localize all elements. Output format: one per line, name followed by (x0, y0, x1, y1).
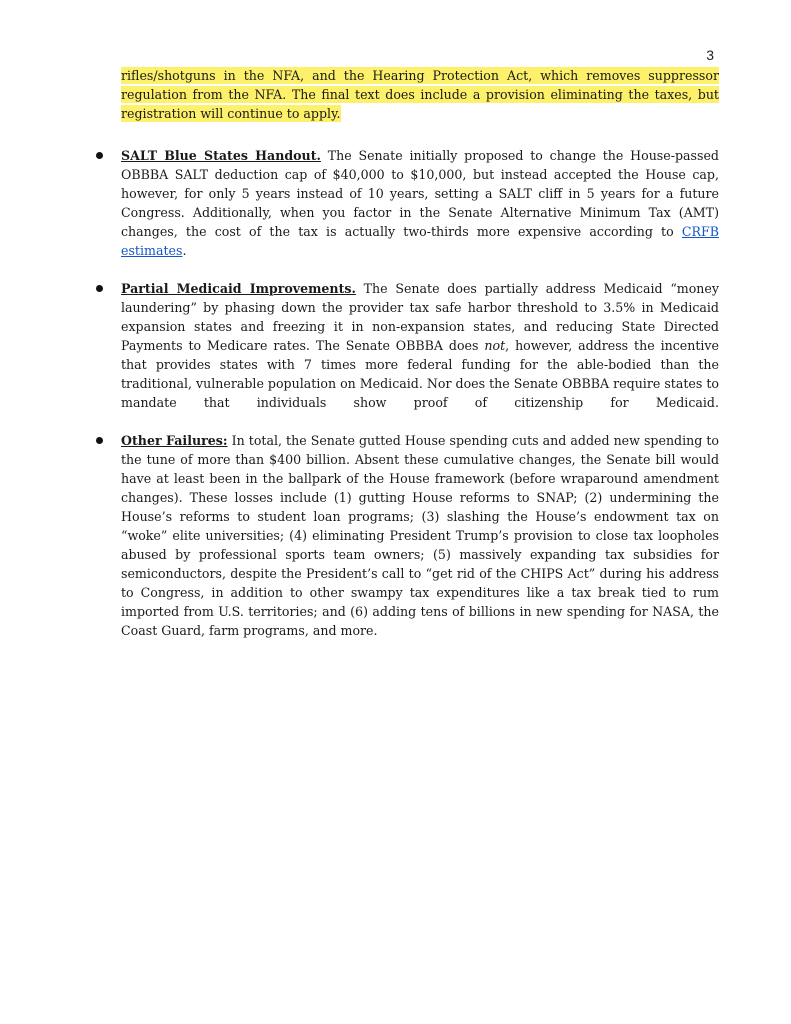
bullet-body: In total, the Senate gutted House spending cuts and added new spending to the tune of more than $400 billion. Absent these cumulative changes, the Senate bill would have at least been in the ballpark of the House framework (before wraparound amendment changes). These losses include (1) gutting House reforms to SNAP; (2) undermining the House’s reforms to student loan programs; (3) slashing the House’s endowment tax on “woke” elite universities; (4) eliminating President Trump’s provision to close tax loopholes abused by professional sports team owners; (5) massively expanding tax subsidies for semiconductors, despite the President’s call to “get rid of the CHIPS Act” during his address to Congress, in addition to other swampy tax expenditures like a tax break tied to rum imported from U.S. territories; and (6) adding tens of billions in new spending for NASA, the Coast Guard, farm programs, and more. (121, 433, 720, 638)
intro-paragraph (121, 66, 719, 123)
bullet-body-continued: , however, address the incentive that provides states with 7 times more federal funding for the able-bodied than the traditional, vulnerable population on Medicaid. Nor does the Senate OBBBA require states to mandate that individuals show proof of citizenship for Medicaid. (121, 338, 719, 410)
bullet-heading: SALT Blue States Handout. (121, 148, 321, 163)
bullet-body: The Senate does partially address Medicaid “money laundering” by phasing down the provider tax safe harbor threshold to 3.5% in Medicaid expansion states and freezing it in non-expansion states, and reducing State Directed Payments to Medicare rates. The Senate OBBBA does (121, 281, 719, 353)
bullet-icon (96, 437, 103, 444)
page-number: 3 (706, 47, 714, 63)
bullet-tail: . (182, 243, 187, 258)
highlighted-text: rifles/shotguns in the NFA, and the Hearing Protection Act, which removes suppressor regulation from the NFA. The final text does include a provision eliminating the taxes, but registration will continue to apply. (121, 68, 719, 121)
bullet-icon (96, 152, 103, 159)
bullet-list (96, 146, 719, 640)
bullet-icon (96, 285, 103, 292)
bullet-body: The Senate initially proposed to change the House-passed OBBBA SALT deduction cap of $40,000 to $10,000, but instead accepted the House cap, however, for only 5 years instead of 10 years, setting a SALT cliff in 5 years for a future Congress. Additionally, when you factor in the Senate Alternative Minimum Tax (AMT) changes, the cost of the tax is actually two-thirds more expensive according to (121, 148, 719, 239)
bullet-salt (96, 146, 719, 260)
bullet-heading: Other Failures: (121, 433, 228, 448)
bullet-other-failures (96, 431, 719, 640)
bullet-medicaid (96, 279, 719, 412)
emphasis-text: not (484, 338, 506, 353)
bullet-heading: Partial Medicaid Improvements. (121, 281, 356, 296)
crfb-estimates-link[interactable]: CRFB estimates (121, 224, 719, 258)
